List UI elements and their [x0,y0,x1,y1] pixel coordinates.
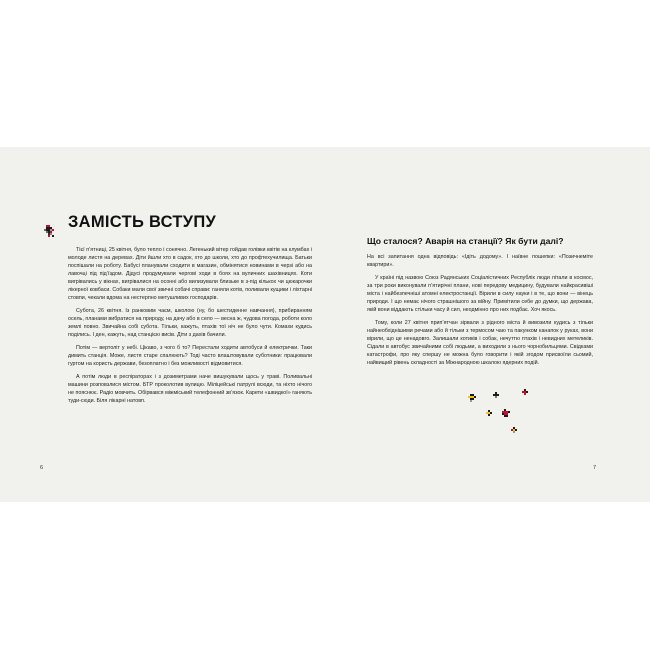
book-spread [0,147,650,502]
paragraph: У країні під назвою Союз Радянських Соціалістичних Республік люди літали в космос, за три роки виконували п’ятирічні плани, нові передову медицину, будували найкрасивіші міста і найбезпечніші атомні електростанції. Вірили в силу науки і в те, що вони — вінець природи. І що немає нічого страшнішого за війну. Примітили себе до думки, що держава, якій вони віддають стільки часу й сил, неодмінно про них подбає. Хоч якось. [367,275,593,313]
paragraph: На всі запитання одна відповідь: «Ідіть додому». І наївне пошепки: «Позичнеміте квартири». [367,254,593,268]
text-column [367,253,593,372]
page-number: 7 [593,465,597,471]
pixel-beetle-illustration [511,427,521,437]
pixel-beetle-illustration [468,394,478,404]
left-page [0,147,325,502]
pixel-beetle-illustration [486,410,496,420]
page-number: 6 [40,465,44,471]
paragraph: А потім люди в респіраторах і з дозиметрами наче вишукували щось у траві. Поливальні машини розповзлися містом. БТР проколотив вулицю. Міліцейські патрулі всюди, та ніхто нічого не пояснює. Радіо мовчить. Обірвався міжміський телефонний зв’язок. Карети «швидкої» ганяють туди-сюди. Біля лікарні натовп. [68,374,312,404]
section-subtitle: Що сталося? Аварія на станції? Як бути далі? [367,236,564,246]
pixel-bird-illustration [42,223,62,243]
intro-text-column [68,246,312,410]
paragraph: Тому, коли 27 квітня прип’ятчан зірвали з рідного міста й вивозили кудись з тільки найнеобхіднішими речами або й тільки з термосом чаю та пакунком канапок у руках, вони вірили, що це ненадовго. Залишали котиків і собак, нечуттю птахів і невидних метеликів. Сідали в автобус звичайними собі людьми, а виходили з нього чорнобильцями. Свідками катастрофи, про яку спершу не можна було говорити і якій згодом присвоїли сьомий, найвищий рівень складності за Міжнародною шкалою ядерних подій. [367,320,593,366]
pixel-beetle-illustration [500,409,514,423]
page-title: ЗАМІСТЬ ВСТУПУ [68,213,217,231]
paragraph: Тієї п’ятниці, 25 квітня, було тепло і сонячно. Легенький вітер гойдав голівки квітів на клумбах і молоде листя на деревах. Діти йшли хто в садок, хто до школи, хто до профтехучилища. Батьки поспішали на роботу. Бабусі планували сходити в магазин, обмінятися новинами в черзі або на лавочці під під’їздом. Дідусі продумували чергові ходи в боях на вуличних шахівницях. Коти вигрівались у вікнах, вигрівалися на осонні або вилизували близьке в з-під кількох чи цюкарочки лікерної ковбаси. Собаки мали свої звичні собачі справи: ганяли котів, поливали кущики і ліхтарні стовпи, чекали вдома на нестерпно метушливих господарів. [68,247,312,301]
pixel-beetle-illustration [493,392,503,402]
paragraph: Потім — вертоліт у небі. Цікаво, з чого б то? Перестали ходити автобуси й електрички. Таки димить станція. Може, листя старе спалюють? Тоді часто влаштовували суботники: працювали гуртом на користь держави, безоплатно і без можливості відмовитися. [68,345,312,367]
paragraph: Субота, 26 квітня. Із ранковим чаєм, школою (ну, бо шестиденне навчання), прибиранням осель, планами вибратися на природу, на дачу або в село — весна ж, чудова погода, роботи коло землі повно. Звичайна собі субота. Тільки, кажуть, птахів тої ніч не було чути. Комахи кудись поділись. І ден, кажуть, над станцією висів. Діти з дахів бачили. [68,308,312,338]
right-page [325,147,650,502]
pixel-beetle-illustration [522,389,532,399]
